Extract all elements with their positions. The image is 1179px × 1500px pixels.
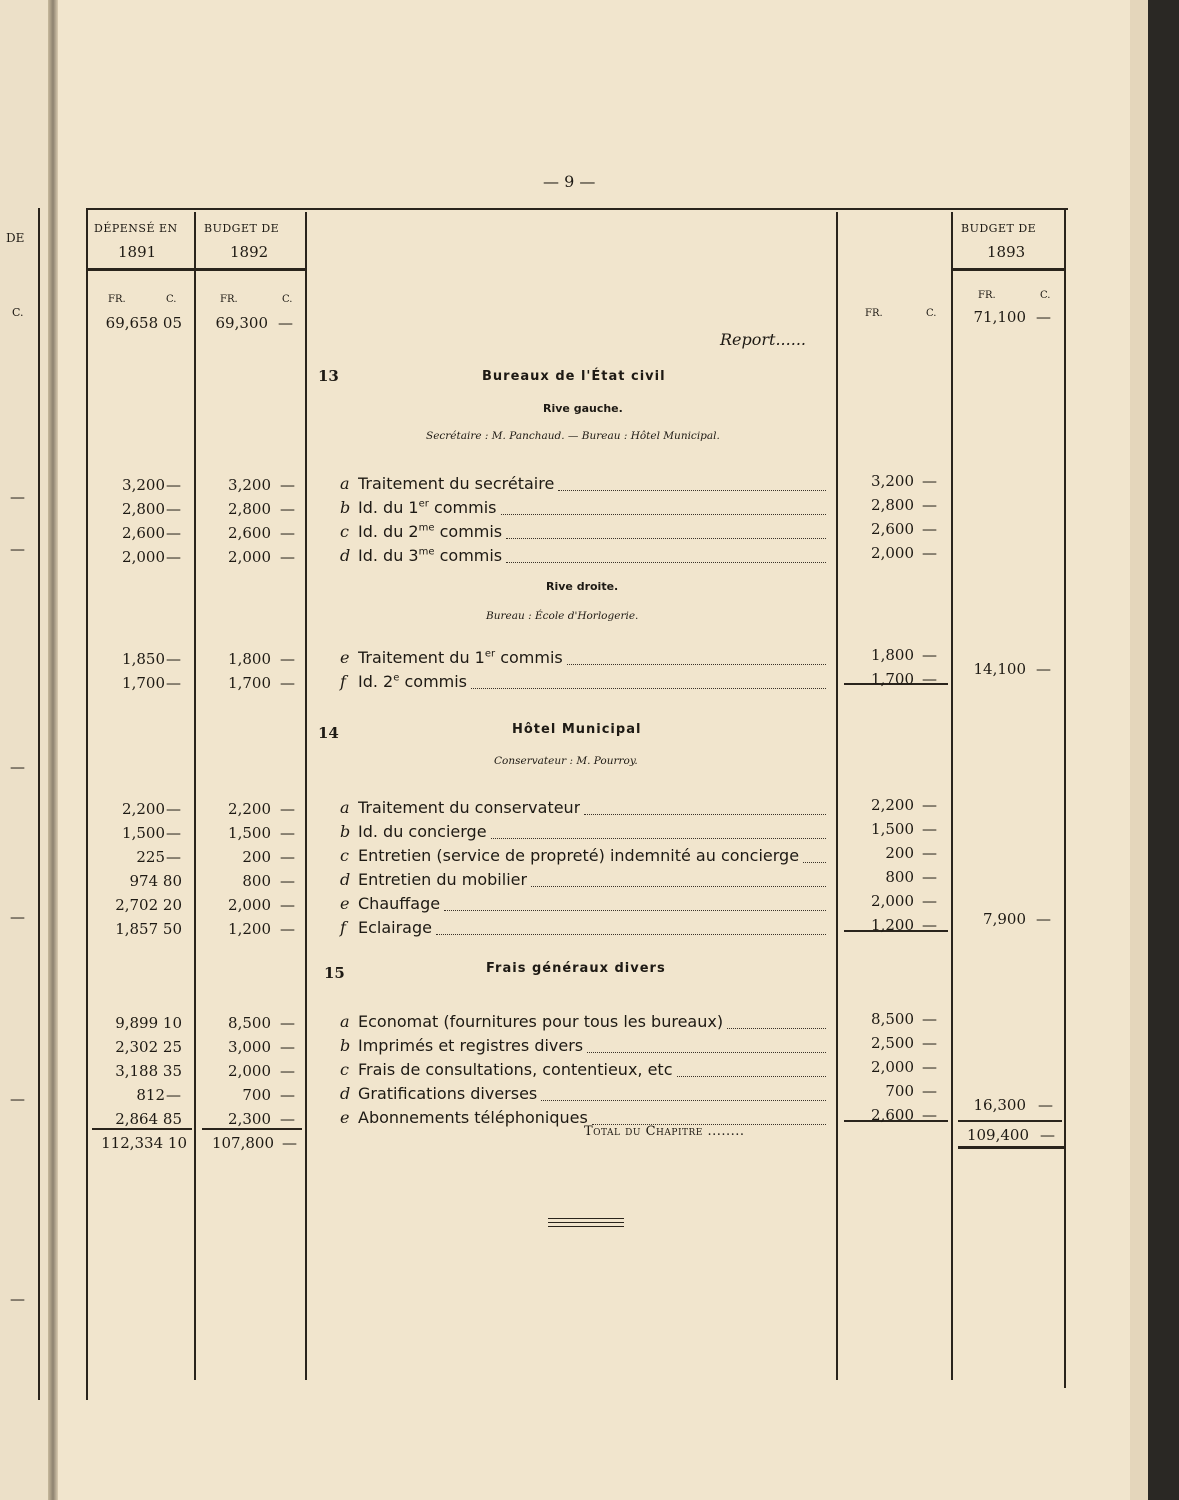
dash-mark: — bbox=[280, 920, 295, 938]
item-spent-1891: 812 bbox=[136, 1086, 165, 1104]
item-label: Frais de consultations, contentieux, etc bbox=[358, 1060, 673, 1079]
item-amount-1893: 700 bbox=[885, 1082, 914, 1100]
left-page-header: DE bbox=[6, 231, 25, 245]
item-label: Id. du $3^{me}$ commis bbox=[358, 546, 503, 565]
item-letter: e bbox=[340, 894, 350, 913]
item-amount-1893: 1,700 bbox=[871, 670, 914, 688]
item-amount-1893: 1,800 bbox=[871, 646, 914, 664]
leader-dots bbox=[677, 1076, 827, 1077]
header-budget-1893: BUDGET DE bbox=[961, 222, 1037, 235]
item-amount-1893: 200 bbox=[885, 844, 914, 862]
unit-c: C. bbox=[1040, 290, 1051, 301]
item-label: Id. 2e commis bbox=[358, 672, 468, 691]
dash-mark: — bbox=[166, 548, 181, 566]
total-rule bbox=[202, 1128, 302, 1130]
item-label: Economat (fournitures pour tous les bureaux) bbox=[358, 1012, 724, 1031]
dash-mark: — bbox=[922, 1010, 937, 1028]
header-rule bbox=[951, 268, 1066, 271]
leader-dots bbox=[471, 688, 826, 689]
dash-mark: — bbox=[922, 844, 937, 862]
item-spent-1891: 2,600 bbox=[122, 524, 165, 542]
dash-mark: — bbox=[280, 824, 295, 842]
item-spent-1891: 3,200 bbox=[122, 476, 165, 494]
dash-mark: — bbox=[922, 1034, 937, 1052]
dash-mark: — bbox=[922, 496, 937, 514]
leader-dots bbox=[727, 1028, 826, 1029]
section-note: Conservateur : M. Pourroy. bbox=[494, 755, 638, 767]
end-rule bbox=[548, 1222, 624, 1223]
item-amount-1893: 2,000 bbox=[871, 1058, 914, 1076]
item-budget-1892: 1,800 bbox=[228, 650, 271, 668]
dash-mark: — bbox=[922, 544, 937, 562]
item-budget-1892: 700 bbox=[242, 1086, 271, 1104]
item-letter: f bbox=[340, 672, 346, 691]
header-budget-1892: BUDGET DE bbox=[204, 222, 280, 235]
item-budget-1892: 2,000 bbox=[228, 1062, 271, 1080]
group-note: Bureau : École d'Horlogerie. bbox=[486, 610, 639, 622]
report-spent-1891: 69,658 05 bbox=[105, 314, 182, 332]
item-spent-1891: 2,000 bbox=[122, 548, 165, 566]
dash-mark: — bbox=[922, 820, 937, 838]
subtotal-rule bbox=[958, 1120, 1062, 1122]
item-letter: d bbox=[340, 870, 351, 889]
item-letter: e bbox=[340, 648, 350, 667]
left-page-unit: C. bbox=[12, 306, 24, 319]
end-rule bbox=[548, 1226, 624, 1227]
dash-mark: — bbox=[1038, 1096, 1053, 1114]
item-label: Entretien (service de propreté) indemnité au concierge bbox=[358, 846, 800, 865]
item-amount-1893: 3,200 bbox=[871, 472, 914, 490]
left-page-mark: — bbox=[10, 1290, 25, 1308]
dash-mark: — bbox=[280, 674, 295, 692]
section-total-1893: 7,900 bbox=[983, 910, 1026, 928]
item-spent-1891: 225 bbox=[136, 848, 165, 866]
item-letter: c bbox=[340, 846, 349, 865]
unit-fr: FR. bbox=[978, 290, 996, 301]
item-letter: b bbox=[340, 498, 351, 517]
item-spent-1891: 9,899 10 bbox=[115, 1014, 182, 1032]
item-letter: e bbox=[340, 1108, 350, 1127]
item-spent-1891: 1,500 bbox=[122, 824, 165, 842]
dash-mark: — bbox=[280, 650, 295, 668]
item-spent-1891: 3,188 35 bbox=[115, 1062, 182, 1080]
dash-mark: — bbox=[280, 1062, 295, 1080]
header-spent-1891: DÉPENSÉ EN bbox=[94, 222, 178, 235]
col-rule bbox=[1064, 208, 1066, 1388]
dash-mark: — bbox=[1040, 1126, 1055, 1144]
dash-mark: — bbox=[280, 1086, 295, 1104]
item-letter: c bbox=[340, 522, 349, 541]
item-spent-1891: 1,850 bbox=[122, 650, 165, 668]
item-amount-1893: 8,500 bbox=[871, 1010, 914, 1028]
unit-fr: FR. bbox=[108, 294, 126, 305]
col-rule bbox=[305, 212, 307, 1380]
dash-mark: — bbox=[1036, 910, 1051, 928]
item-amount-1893: 800 bbox=[885, 868, 914, 886]
dash-mark: — bbox=[922, 1058, 937, 1076]
item-budget-1892: 1,200 bbox=[228, 920, 271, 938]
item-spent-1891: 2,800 bbox=[122, 500, 165, 518]
item-budget-1892: 2,000 bbox=[228, 896, 271, 914]
item-spent-1891: 2,864 85 bbox=[115, 1110, 182, 1128]
group-heading: Rive droite. bbox=[546, 580, 619, 593]
total-spent-1891: 112,334 10 bbox=[101, 1134, 187, 1152]
item-budget-1892: 1,700 bbox=[228, 674, 271, 692]
item-budget-1892: 3,000 bbox=[228, 1038, 271, 1056]
item-label: Id. du 1er commis bbox=[358, 498, 497, 517]
item-label: Gratifications diverses bbox=[358, 1084, 538, 1103]
leader-dots bbox=[567, 664, 826, 665]
item-label: Traitement du conservateur bbox=[358, 798, 581, 817]
item-letter: a bbox=[340, 798, 350, 817]
item-label: Imprimés et registres divers bbox=[358, 1036, 584, 1055]
dash-mark: — bbox=[280, 476, 295, 494]
item-label: Abonnements téléphoniques bbox=[358, 1108, 588, 1127]
item-budget-1892: 2,200 bbox=[228, 800, 271, 818]
dash-mark: — bbox=[166, 1086, 181, 1104]
item-amount-1893: 2,800 bbox=[871, 496, 914, 514]
item-amount-1893: 1,200 bbox=[871, 916, 914, 934]
dash-mark: — bbox=[166, 848, 181, 866]
report-label: Report...... bbox=[720, 330, 806, 349]
item-label: Id. du $2^{me}$ commis bbox=[358, 522, 503, 541]
dash-mark: — bbox=[280, 500, 295, 518]
section-title: Hôtel Municipal bbox=[512, 722, 642, 737]
item-label: Eclairage bbox=[358, 918, 432, 937]
unit-fr: FR. bbox=[220, 294, 238, 305]
item-budget-1892: 8,500 bbox=[228, 1014, 271, 1032]
left-page-mark: — bbox=[10, 758, 25, 776]
dash-mark: — bbox=[922, 916, 937, 934]
section-number: 15 bbox=[324, 964, 345, 982]
leader-dots bbox=[803, 862, 826, 863]
item-spent-1891: 2,200 bbox=[122, 800, 165, 818]
total-rule bbox=[92, 1128, 192, 1130]
total-budget-1892: 107,800 bbox=[211, 1134, 274, 1152]
leader-dots bbox=[587, 1052, 826, 1053]
header-year-1891: 1891 bbox=[118, 243, 157, 261]
item-label: Traitement du secrétaire bbox=[358, 474, 555, 493]
unit-fr: FR. bbox=[865, 308, 883, 319]
header-year-1892: 1892 bbox=[230, 243, 269, 261]
group-heading: Rive gauche. bbox=[543, 402, 623, 415]
dash-mark: — bbox=[166, 674, 181, 692]
group-note: Secrétaire : M. Panchaud. — Bureau : Hôtel Municipal. bbox=[426, 430, 720, 442]
leader-dots bbox=[491, 838, 826, 839]
item-label: Entretien du mobilier bbox=[358, 870, 528, 889]
leader-dots bbox=[506, 538, 826, 539]
col-rule bbox=[951, 212, 953, 1380]
header-year-1893: 1893 bbox=[987, 243, 1026, 261]
total-label: Total du Chapitre ........ bbox=[584, 1124, 745, 1139]
item-budget-1892: 200 bbox=[242, 848, 271, 866]
section-number: 13 bbox=[318, 367, 339, 385]
leader-dots bbox=[506, 562, 826, 563]
item-spent-1891: 974 80 bbox=[129, 872, 182, 890]
unit-c: C. bbox=[166, 294, 177, 305]
item-label: Chauffage bbox=[358, 894, 441, 913]
dash-mark: — bbox=[922, 670, 937, 688]
item-budget-1892: 2,300 bbox=[228, 1110, 271, 1128]
left-page-mark: — bbox=[10, 540, 25, 558]
dash-mark: — bbox=[166, 500, 181, 518]
leader-dots bbox=[592, 1124, 826, 1125]
item-budget-1892: 800 bbox=[242, 872, 271, 890]
report-budget-1892: 69,300 bbox=[215, 314, 268, 332]
item-amount-1893: 2,600 bbox=[871, 1106, 914, 1124]
item-spent-1891: 2,302 25 bbox=[115, 1038, 182, 1056]
dash-mark: — bbox=[166, 524, 181, 542]
leader-dots bbox=[541, 1100, 826, 1101]
dash-mark: — bbox=[922, 520, 937, 538]
item-letter: f bbox=[340, 918, 346, 937]
item-budget-1892: 2,800 bbox=[228, 500, 271, 518]
item-amount-1893: 2,000 bbox=[871, 892, 914, 910]
item-label: Traitement du 1er commis bbox=[358, 648, 563, 667]
item-letter: a bbox=[340, 1012, 350, 1031]
item-amount-1893: 2,600 bbox=[871, 520, 914, 538]
item-budget-1892: 3,200 bbox=[228, 476, 271, 494]
col-rule bbox=[194, 212, 196, 1380]
item-letter: c bbox=[340, 1060, 349, 1079]
left-page-mark: — bbox=[10, 488, 25, 506]
dash-mark: — bbox=[922, 1106, 937, 1124]
dash-mark: — bbox=[922, 472, 937, 490]
leader-dots bbox=[584, 814, 826, 815]
dash-mark: — bbox=[166, 824, 181, 842]
section-title: Bureaux de l'État civil bbox=[482, 369, 666, 384]
dash-mark: — bbox=[922, 646, 937, 664]
dash-mark: — bbox=[280, 848, 295, 866]
dash-mark: — bbox=[278, 314, 293, 332]
item-label: Id. du concierge bbox=[358, 822, 487, 841]
item-budget-1892: 1,500 bbox=[228, 824, 271, 842]
item-amount-1893: 1,500 bbox=[871, 820, 914, 838]
dash-mark: — bbox=[1036, 660, 1051, 678]
unit-c: C. bbox=[282, 294, 293, 305]
section-total-1893: 14,100 bbox=[973, 660, 1026, 678]
dash-mark: — bbox=[280, 1110, 295, 1128]
left-page-mark: — bbox=[10, 908, 25, 926]
item-amount-1893: 2,500 bbox=[871, 1034, 914, 1052]
header-rule bbox=[86, 268, 306, 271]
page-number: — 9 — bbox=[543, 172, 596, 191]
item-budget-1892: 2,600 bbox=[228, 524, 271, 542]
left-page-mark: — bbox=[10, 1090, 25, 1108]
dash-mark: — bbox=[282, 1134, 297, 1152]
item-budget-1892: 2,000 bbox=[228, 548, 271, 566]
dash-mark: — bbox=[280, 896, 295, 914]
item-letter: d bbox=[340, 1084, 351, 1103]
dash-mark: — bbox=[280, 1038, 295, 1056]
report-budget-1893: 71,100 bbox=[973, 308, 1026, 326]
item-letter: d bbox=[340, 546, 351, 565]
dash-mark: — bbox=[280, 800, 295, 818]
item-amount-1893: 2,000 bbox=[871, 544, 914, 562]
section-total-1893: 16,300 bbox=[973, 1096, 1026, 1114]
dash-mark: — bbox=[166, 476, 181, 494]
dash-mark: — bbox=[280, 524, 295, 542]
total-budget-1893: 109,400 bbox=[966, 1126, 1029, 1144]
dash-mark: — bbox=[280, 872, 295, 890]
unit-c: C. bbox=[926, 308, 937, 319]
dash-mark: — bbox=[922, 796, 937, 814]
dash-mark: — bbox=[922, 868, 937, 886]
dash-mark: — bbox=[922, 892, 937, 910]
dash-mark: — bbox=[280, 1014, 295, 1032]
item-spent-1891: 1,857 50 bbox=[115, 920, 182, 938]
section-title: Frais généraux divers bbox=[486, 961, 666, 976]
leader-dots bbox=[444, 910, 826, 911]
dash-mark: — bbox=[166, 650, 181, 668]
item-amount-1893: 2,200 bbox=[871, 796, 914, 814]
dash-mark: — bbox=[1036, 308, 1051, 326]
item-letter: b bbox=[340, 1036, 351, 1055]
dash-mark: — bbox=[922, 1082, 937, 1100]
col-rule bbox=[86, 208, 88, 1400]
dash-mark: — bbox=[166, 800, 181, 818]
dash-mark: — bbox=[280, 548, 295, 566]
top-rule bbox=[86, 208, 1068, 210]
leader-dots bbox=[558, 490, 826, 491]
total-double-rule bbox=[958, 1146, 1064, 1149]
leader-dots bbox=[501, 514, 827, 515]
item-letter: a bbox=[340, 474, 350, 493]
end-rule bbox=[548, 1218, 624, 1219]
leader-dots bbox=[436, 934, 826, 935]
col-rule bbox=[836, 212, 838, 1380]
item-spent-1891: 1,700 bbox=[122, 674, 165, 692]
item-letter: b bbox=[340, 822, 351, 841]
section-number: 14 bbox=[318, 724, 339, 742]
leader-dots bbox=[531, 886, 826, 887]
item-spent-1891: 2,702 20 bbox=[115, 896, 182, 914]
